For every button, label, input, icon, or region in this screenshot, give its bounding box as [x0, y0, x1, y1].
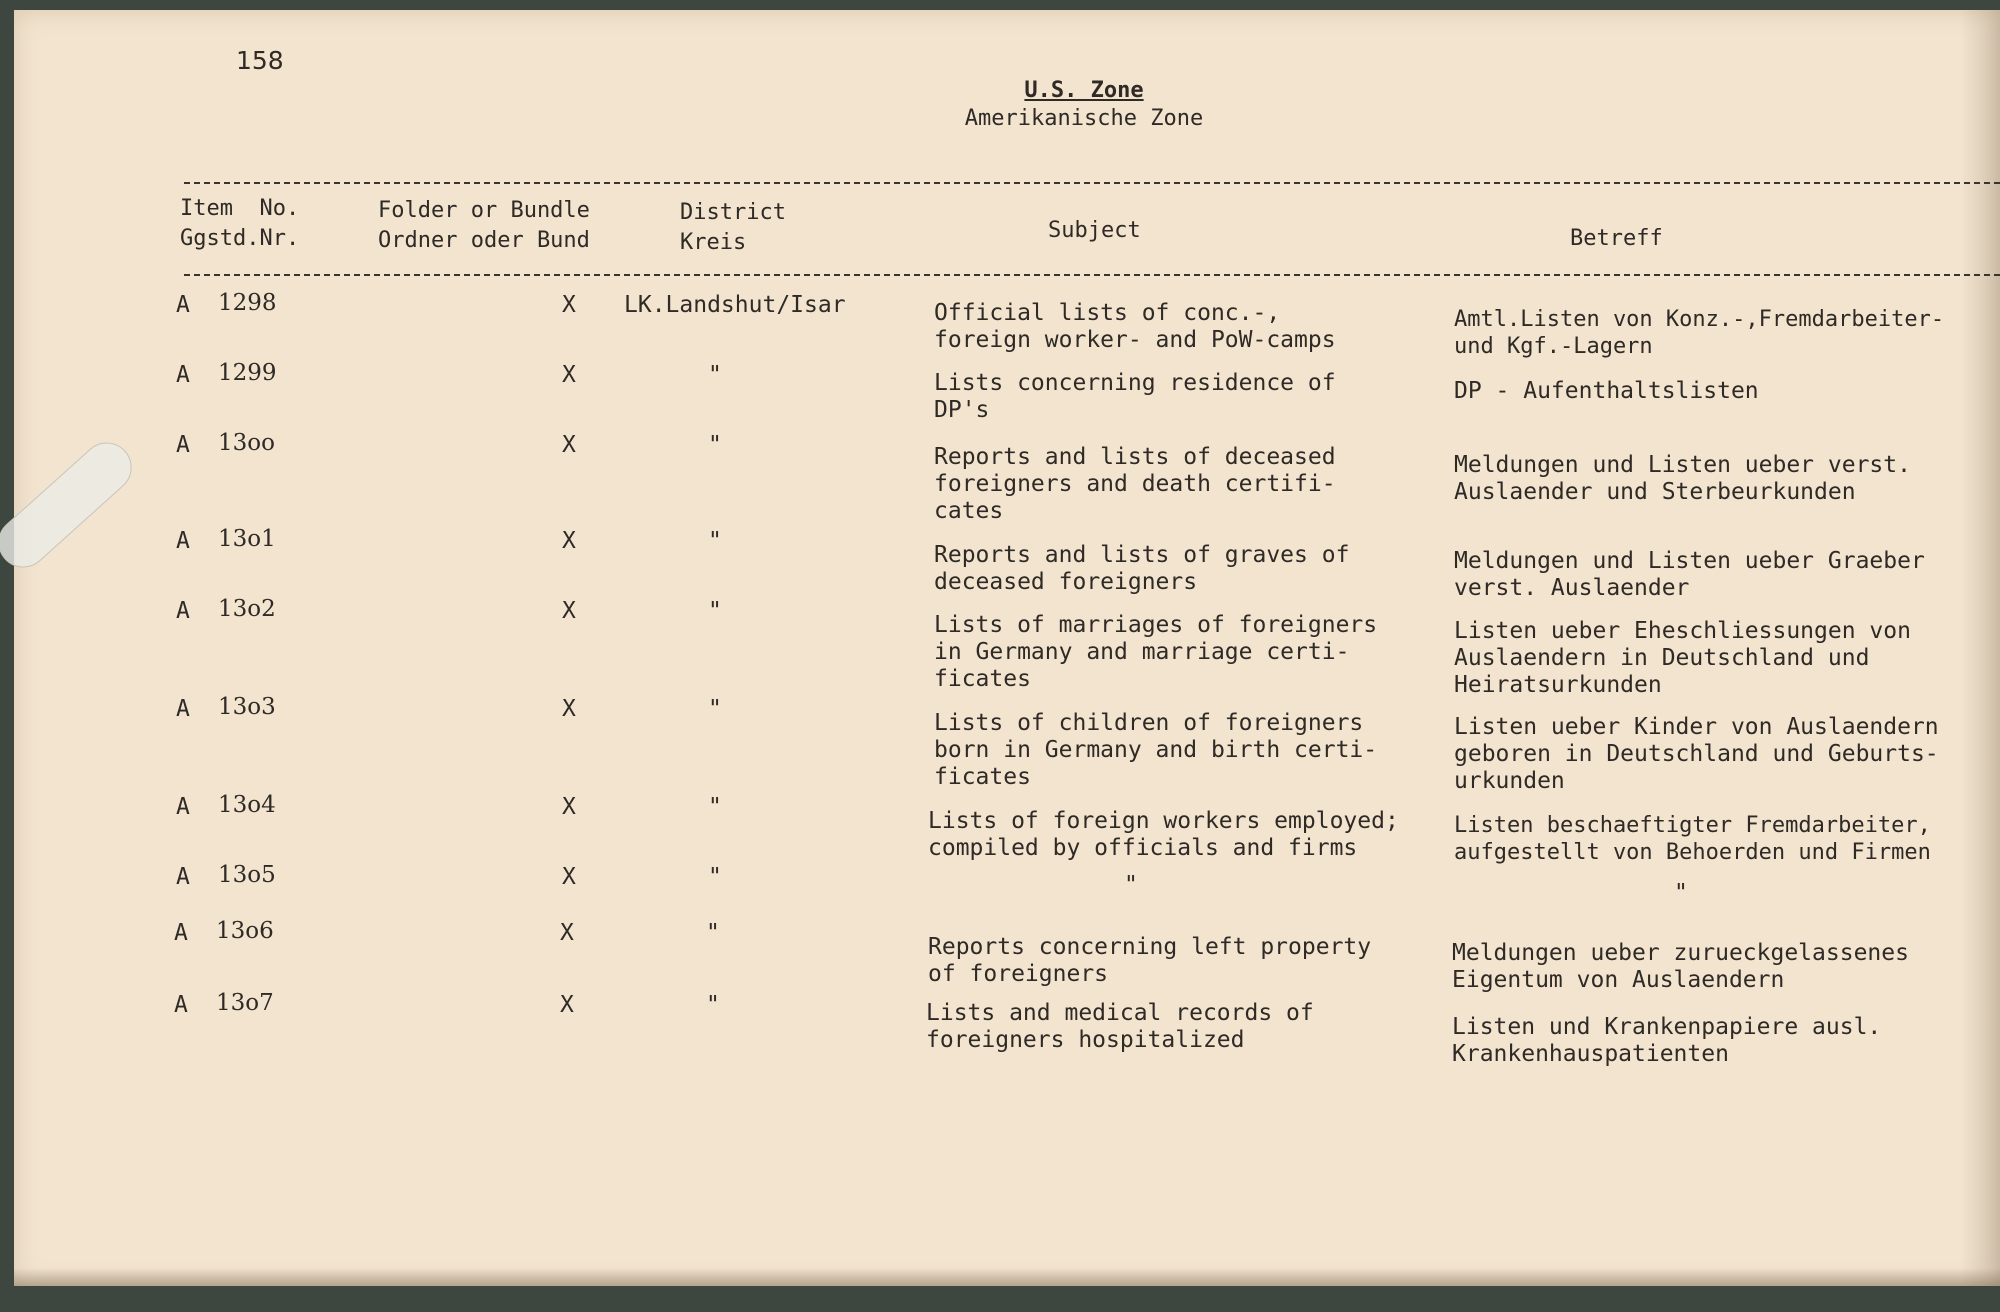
subject-text: Official lists of conc.-, foreign worker- and PoW-camps: [934, 300, 1336, 353]
betreff-text: Meldungen ueber zurueckgelassenes Eigentum von Auslaendern: [1452, 940, 1909, 993]
district-ditto: ": [708, 794, 722, 820]
header-rule-bottom: [184, 274, 2000, 276]
district-name: LK.Landshut/Isar: [624, 292, 846, 318]
header-rule-top: [184, 182, 2000, 184]
folder-mark: X: [562, 362, 576, 388]
betreff-text: Listen ueber Kinder von Auslaendern geboren in Deutschland und Geburts- urkunden: [1454, 714, 1939, 794]
item-number: 13o6: [216, 918, 274, 944]
district-ditto: ": [708, 696, 722, 722]
item-number: 13o3: [218, 694, 276, 720]
item-prefix: A: [174, 920, 188, 946]
page-number: 158: [236, 46, 284, 75]
item-prefix: A: [176, 794, 190, 820]
item-number: 1299: [218, 360, 277, 386]
item-number: 13o7: [216, 990, 274, 1016]
folder-mark: X: [562, 696, 576, 722]
folder-mark: X: [562, 432, 576, 458]
folder-mark: X: [562, 598, 576, 624]
subject-text: Lists and medical records of foreigners hospitalized: [926, 1000, 1314, 1053]
folder-mark: X: [562, 864, 576, 890]
zone-title: U.S. Zone: [1024, 78, 1144, 103]
folder-mark: X: [560, 920, 574, 946]
betreff-text: Listen ueber Eheschliessungen von Auslaendern in Deutschland und Heiratsurkunden: [1454, 618, 1911, 698]
betreff-ditto: ": [1674, 880, 1688, 906]
betreff-text: Meldungen und Listen ueber verst. Auslaender und Sterbeurkunden: [1454, 452, 1911, 505]
district-ditto: ": [708, 362, 722, 388]
item-prefix: A: [176, 362, 190, 388]
item-prefix: A: [176, 696, 190, 722]
header-item-number: Item No. Ggstd.Nr.: [180, 196, 300, 251]
item-number: 13o4: [218, 792, 276, 818]
betreff-text: Listen und Krankenpapiere ausl. Krankenhauspatienten: [1452, 1014, 1882, 1067]
item-number: 13o2: [218, 596, 276, 622]
subject-text: Reports and lists of graves of deceased foreigners: [934, 542, 1350, 595]
folder-mark: X: [562, 528, 576, 554]
district-ditto: ": [708, 598, 722, 624]
folder-mark: X: [562, 292, 576, 318]
header-folder-bundle: Folder or Bundle Ordner oder Bund: [378, 198, 590, 253]
item-number: 13oo: [218, 430, 275, 456]
header-district: District Kreis: [680, 200, 786, 255]
district-ditto: ": [708, 432, 722, 458]
item-number: 1298: [218, 290, 277, 316]
subject-ditto: ": [1124, 872, 1138, 898]
folder-mark: X: [560, 992, 574, 1018]
subject-text: Reports concerning left property of foreigners: [928, 934, 1372, 987]
betreff-text: Listen beschaeftigter Fremdarbeiter, aufgestellt von Behoerden und Firmen: [1454, 813, 1931, 865]
subject-text: Lists of foreign workers employed; compiled by officials and firms: [928, 808, 1399, 861]
item-prefix: A: [176, 292, 190, 318]
subject-text: Lists of children of foreigners born in Germany and birth certi- ficates: [934, 710, 1378, 790]
item-number: 13o5: [218, 862, 276, 888]
district-ditto: ": [706, 920, 720, 946]
betreff-text: Amtl.Listen von Konz.-,Fremdarbeiter- und Kgf.-Lagern: [1454, 307, 1945, 359]
page-bottom-shadow: [14, 1268, 2000, 1286]
header-subject: Subject: [1048, 218, 1141, 243]
subject-text: Lists concerning residence of DP's: [934, 370, 1336, 423]
zone-subtitle: Amerikanische Zone: [964, 106, 1204, 131]
folder-mark: X: [562, 794, 576, 820]
subject-text: Lists of marriages of foreigners in Germany and marriage certi- ficates: [934, 612, 1378, 692]
bookmark-tab: [0, 432, 142, 578]
item-prefix: A: [176, 528, 190, 554]
item-number: 13o1: [218, 526, 276, 552]
subject-text: Reports and lists of deceased foreigners and death certifi- cates: [934, 444, 1336, 524]
item-prefix: A: [176, 864, 190, 890]
item-prefix: A: [176, 598, 190, 624]
betreff-text: DP - Aufenthaltslisten: [1454, 378, 1759, 404]
betreff-text: Meldungen und Listen ueber Graeber verst. Auslaender: [1454, 548, 1925, 601]
item-prefix: A: [174, 992, 188, 1018]
document-page: [14, 10, 2000, 1286]
header-betreff: Betreff: [1570, 226, 1663, 251]
district-ditto: ": [706, 992, 720, 1018]
district-ditto: ": [708, 864, 722, 890]
district-ditto: ": [708, 528, 722, 554]
item-prefix: A: [176, 432, 190, 458]
page-edge: [1960, 10, 2000, 1286]
